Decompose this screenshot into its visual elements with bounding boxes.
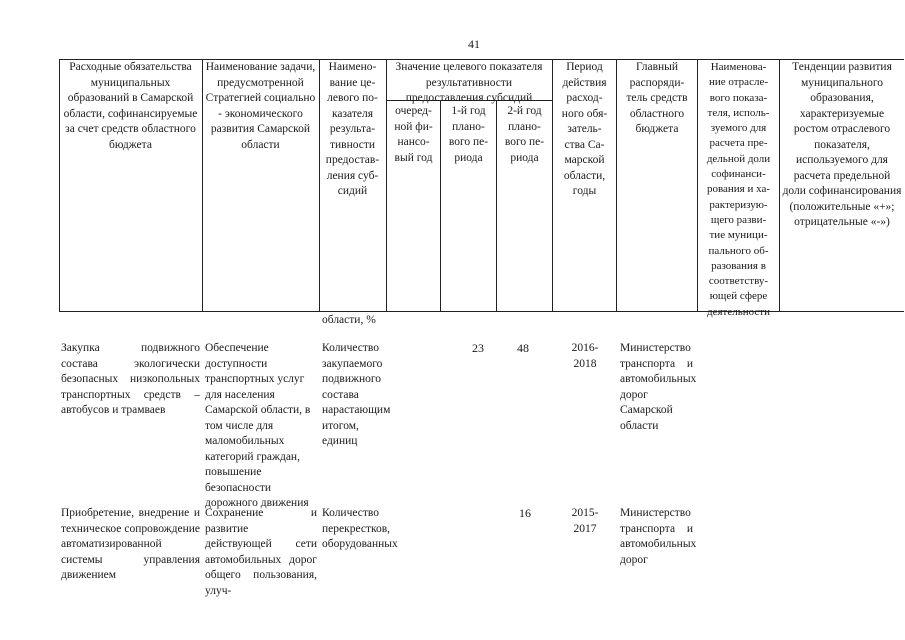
header-period: Период действия расход- ного обя- затель- ства Са- марской области, годы xyxy=(561,61,608,197)
row2-plan-year-2-value: 16 xyxy=(519,506,531,520)
page-number: 41 xyxy=(468,37,480,51)
header-value-group: Значение целевого показателя результативности предоставления субсидий xyxy=(395,61,543,104)
row2-indicator: Количество перекрестков, оборудованных xyxy=(322,507,398,550)
row1-plan-year-1-value: 23 xyxy=(472,341,484,355)
header-plan-year-1: 1-й год плано- вого пе- риода xyxy=(448,105,489,164)
row1-expense: Закупка подвижного состава экологически безопасных низкопольных транспортных средств – автобусов и трамваев xyxy=(61,342,200,416)
row1-task: Обеспечение доступности транспортных услуг для населения Самарской области, в том числе для маломобильных категорий граждан, повышение безопасности дорожного движения xyxy=(205,342,311,509)
header-trends: Тенденции развития муниципального образования, характеризуемые ростом отраслевого показателя, используемого для расчета предельной доли софинансирования (положительные «+»; отрицательные «-») xyxy=(782,61,902,228)
header-expense-obligations: Расходные обязательства муниципальных образований в Самарской области, софинансируемые за счет средств областного бюджета xyxy=(63,61,198,151)
row2-task: Сохранение и развитие действующей сети автомобильных дорог общего пользования, улуч- xyxy=(205,507,317,597)
row2-expense: Приобретение, внедрение и техническое сопровождение автоматизированной системы управления движением xyxy=(61,507,200,581)
row2-chief-manager: Министерство транспорта и автомобильных дорог xyxy=(620,507,697,566)
col-border xyxy=(779,59,780,312)
col-border xyxy=(202,59,203,312)
header-industry-indicator: Наименова- ние отрасле- вого показа- теля, исполь- зуемого для расчета пре- дельной доли софинанси- рования и ха- рактеризую- щего разви- тие муници- пального об- разования в соответству- ющей сфере деятельности xyxy=(706,61,771,318)
header-current-year: очеред- ной фи- нансо- вый год xyxy=(394,105,433,164)
row1-indicator: Количество закупаемого подвижного состава нарастающим итогом, единиц xyxy=(322,342,391,447)
row1-period: 2016- 2018 xyxy=(571,342,599,370)
row1-chief-manager: Министерство транспорта и автомобильных дорог Самарской области xyxy=(620,342,697,432)
col-border xyxy=(59,59,60,312)
header-task-name: Наименование задачи, предусмотренной Стратегией социально - экономического развития Самарской области xyxy=(205,61,316,151)
header-target-indicator-tail: области, % xyxy=(322,314,376,326)
row1-plan-year-2-value: 48 xyxy=(517,341,529,355)
col-border xyxy=(386,59,387,312)
header-target-indicator: Наимено- вание це- левого по- казателя результа- тивности предостав- ления суб- сидий xyxy=(325,61,380,197)
col-border xyxy=(319,59,320,312)
header-chief-manager: Главный распоряди- тель средств областного бюджета xyxy=(626,61,688,135)
header-plan-year-2: 2-й год плано- вого пе- риода xyxy=(504,105,545,164)
row2-period: 2015- 2017 xyxy=(571,507,599,535)
